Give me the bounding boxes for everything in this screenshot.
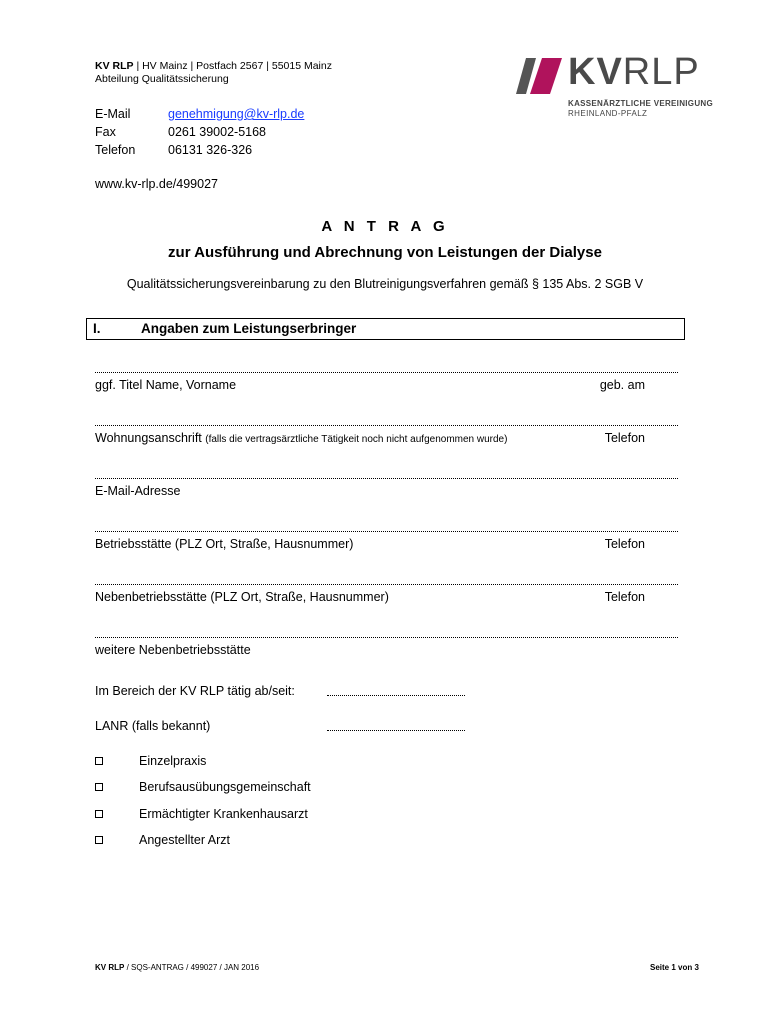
logo-mark-icon — [516, 58, 564, 94]
fill-line — [95, 478, 678, 479]
contact-block — [95, 105, 304, 159]
sender-department: Abteilung Qualitätssicherung — [95, 73, 229, 85]
section-number: I. — [93, 321, 101, 336]
sender-address: | HV Mainz | Postfach 2567 | 55015 Mainz — [136, 60, 332, 72]
sender-block — [95, 60, 332, 86]
field-label: weitere Nebenbetriebsstätte — [95, 643, 251, 657]
fill-line — [327, 695, 465, 696]
field-label: Nebenbetriebsstätte (PLZ Ort, Straße, Hausnummer) — [95, 590, 389, 604]
fill-line — [95, 584, 678, 585]
checkbox-icon[interactable] — [95, 757, 103, 765]
section-header — [86, 318, 685, 340]
field-practice-site[interactable] — [95, 531, 678, 551]
fill-line — [95, 531, 678, 532]
field-right-label: Telefon — [604, 537, 645, 551]
field-label: LANR (falls bekannt) — [95, 719, 211, 733]
checkbox-label: Angestellter Arzt — [139, 833, 231, 847]
field-right-label: Telefon — [604, 431, 645, 445]
page-description: Qualitätssicherungsvereinbarung zu den Blutreinigungsverfahren gemäß § 135 Abs. 2 SGB V — [126, 277, 644, 291]
page-title: A N T R A G — [321, 218, 449, 235]
email-label: E-Mail — [95, 107, 131, 121]
sender-org: KV RLP — [95, 60, 134, 72]
checkbox-employed-doctor[interactable] — [95, 832, 395, 848]
fill-line — [95, 372, 678, 373]
field-right-label — [645, 484, 678, 498]
fill-line — [95, 425, 678, 426]
field-label: Wohnungsanschrift — [95, 431, 202, 445]
field-label: Betriebsstätte (PLZ Ort, Straße, Hausnummer) — [95, 537, 354, 551]
field-note: (falls die vertragsärztliche Tätigkeit noch nicht aufgenommen wurde) — [205, 434, 508, 445]
checkbox-bag[interactable] — [95, 779, 395, 795]
section-label: Angaben zum Leistungserbringer — [141, 321, 357, 336]
checkbox-einzelpraxis[interactable] — [95, 753, 395, 769]
checkbox-label: Einzelpraxis — [139, 754, 207, 768]
field-further-site[interactable] — [95, 637, 678, 657]
phone-label: Telefon — [95, 143, 136, 157]
logo-text: KVRLP — [568, 51, 700, 93]
website-url: www.kv-rlp.de/499027 — [95, 177, 218, 191]
field-right-label: geb. am — [599, 378, 645, 392]
field-email[interactable] — [95, 478, 678, 498]
field-active-since[interactable] — [95, 684, 495, 700]
field-lanr[interactable] — [95, 719, 495, 735]
footer-left: KV RLP / SQS-ANTRAG / 499027 / JAN 2016 — [95, 963, 260, 972]
checkbox-label: Ermächtigter Krankenhausarzt — [139, 807, 308, 821]
field-label: ggf. Titel Name, Vorname — [95, 378, 237, 392]
fax-label: Fax — [95, 125, 116, 139]
field-label: Im Bereich der KV RLP tätig ab/seit: — [95, 684, 295, 698]
field-home-address[interactable] — [95, 425, 678, 445]
fill-line — [327, 730, 465, 731]
fax-value: 0261 39002-5168 — [168, 125, 267, 139]
kvrlp-logo — [516, 51, 713, 125]
email-link[interactable]: genehmigung@kv-rlp.de — [168, 107, 305, 121]
phone-value: 06131 326-326 — [168, 143, 253, 157]
checkbox-icon[interactable] — [95, 783, 103, 791]
page-subtitle: zur Ausführung und Abrechnung von Leistungen der Dialyse — [168, 244, 602, 261]
checkbox-hospital-doctor[interactable] — [95, 806, 395, 822]
checkbox-label: Berufsausübungsgemeinschaft — [139, 780, 311, 794]
fill-line — [95, 637, 678, 638]
field-right-label: Telefon — [604, 590, 645, 604]
field-name[interactable] — [95, 372, 678, 392]
checkbox-icon[interactable] — [95, 810, 103, 818]
logo-subtitle-1: KASSENÄRZTLICHE VEREINIGUNG — [568, 99, 713, 108]
logo-subtitle-2: RHEINLAND-PFALZ — [568, 109, 648, 118]
field-right-label — [645, 643, 678, 657]
page-number: Seite 1 von 3 — [650, 963, 699, 972]
field-secondary-site[interactable] — [95, 584, 678, 604]
field-label: E-Mail-Adresse — [95, 484, 181, 498]
checkbox-icon[interactable] — [95, 836, 103, 844]
